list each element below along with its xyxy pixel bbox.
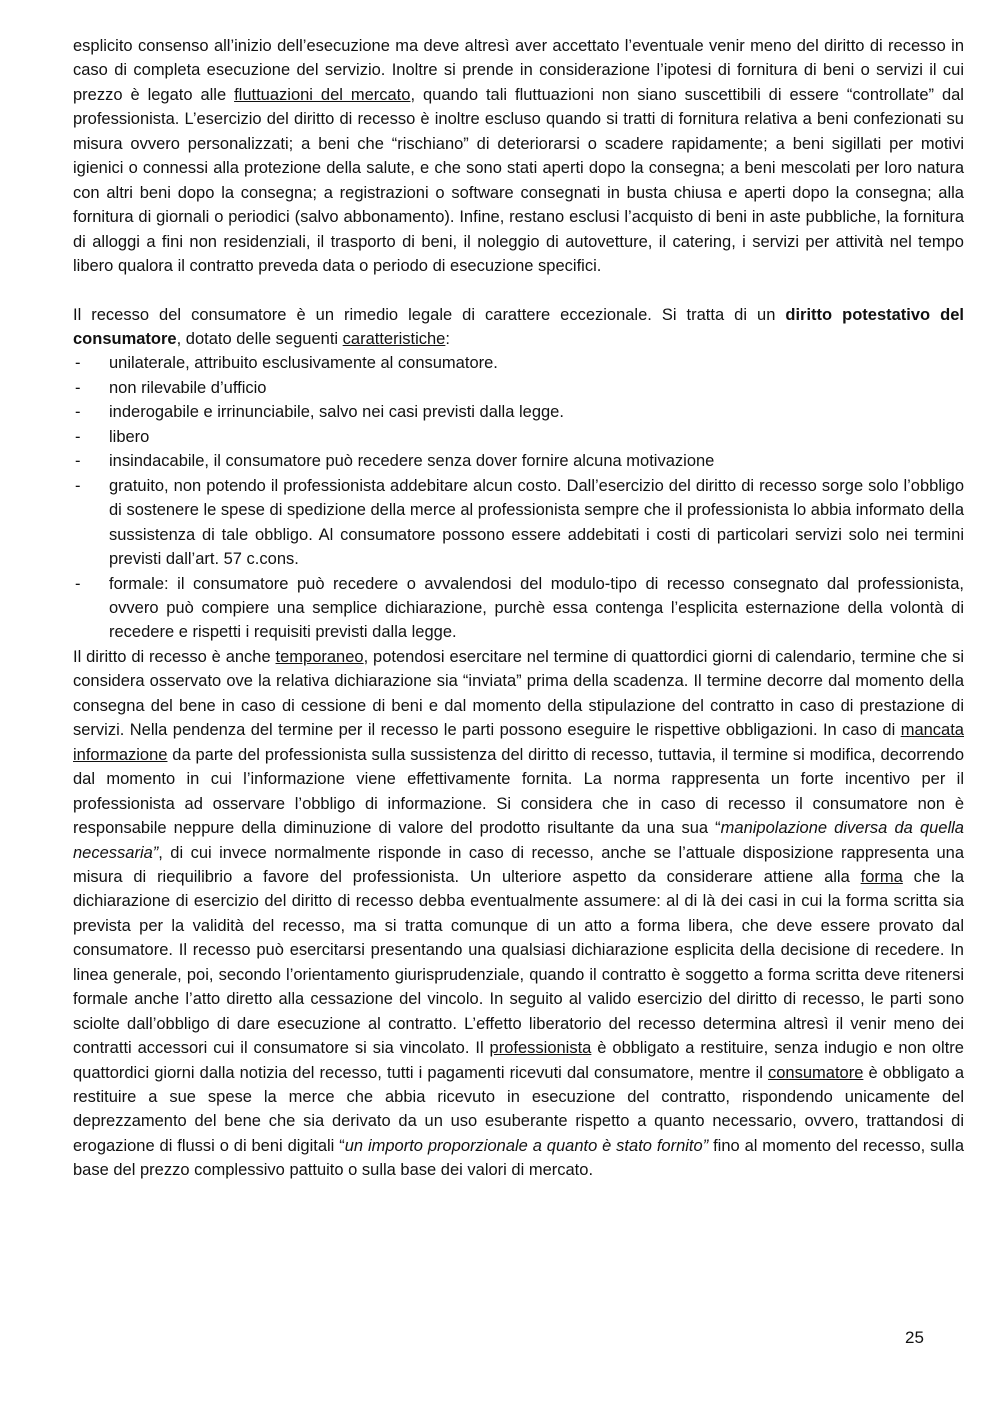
text-run: fino al momento del recesso, sulla base del prezzo complessivo pattuito o sulla base dei valori di mercato.	[73, 1136, 965, 1180]
underlined-term: mancata informazione	[73, 721, 964, 764]
text-run: è obbligato a restituire a sue spese la merce che abbia ricevuto in esecuzione del contratto, rispondendo unicamente del deprezzamento del bene che sia derivato da un uso esuberante rispetto a quanto necessario, ovvero, trattandosi di erogazione di flussi o di beni digitali “	[73, 1063, 965, 1155]
list-item: - libero	[73, 425, 964, 449]
paragraph-gap	[73, 279, 964, 303]
text-run: , di cui invece normalmente risponde in caso di recesso, anche se l’attuale disposizione rappresenta una misura di riequilibrio a favore del professionista. Un ulteriore aspetto da considerare attiene alla	[73, 843, 964, 886]
list-item: - insindacabile, il consumatore può recedere senza dover fornire alcuna motivazione	[73, 449, 964, 473]
paragraph-exclusions	[73, 34, 964, 279]
paragraph-temporaneo	[73, 645, 964, 1183]
text-run: , potendosi esercitare nel termine di quattordici giorni di calendario, termine che si considera osservato ove la relativa dichiarazione sia “inviata” prima della scadenza. Il termine decorre dal momento della consegna del bene in caso di cessione di beni e dal momento della stipulazione del contratto in caso di prestazione di servizi. Nella pendenza del termine per il recesso le parti possono eseguire le rispettive obbligazioni. In caso di	[73, 647, 964, 740]
list-item: - inderogabile e irrinunciabile, salvo nei casi previsti dalla legge.	[73, 400, 964, 424]
text-run: Il recesso del consumatore è un rimedio legale di carattere eccezionale. Si tratta di un	[73, 305, 786, 324]
underlined-term: professionista	[489, 1039, 592, 1058]
text-run: :	[445, 329, 450, 348]
text-run: , dotato delle seguenti	[176, 329, 343, 348]
italic-quote: un importo proporzionale a quanto è stato fornito”	[344, 1136, 709, 1155]
characteristics-list	[73, 351, 964, 644]
paragraph-recesso-intro	[73, 303, 964, 352]
text-run: Il diritto di recesso è anche	[73, 647, 276, 666]
bold-term: diritto potestativo del consumatore	[73, 305, 964, 348]
page-number: 25	[905, 1328, 924, 1347]
list-item: - gratuito, non potendo il professionista addebitare alcun costo. Dall’esercizio del diritto di recesso sorge solo l’obbligo di sostenere le spese di spedizione della merce al professionista sempre che il professionista lo abbia informato della sussistenza di tale obbligo. Al consumatore possono essere addebitati i costi di particolari servizi solo nei termini previsti dall’art. 57 c.cons.	[73, 474, 964, 572]
list-item: - formale: il consumatore può recedere o avvalendosi del modulo-tipo di recesso consegnato dal professionista, ovvero può compiere una semplice dichiarazione, purchè essa contenga l’esplicita esternazione della volontà di recedere e rispetti i requisiti previsti dalla legge.	[73, 572, 964, 645]
text-run: esplicito consenso all’inizio dell’esecuzione ma deve altresì aver accettato l’eventuale venir meno del diritto di recesso in caso di completa esecuzione del servizio. Inoltre si prende in considerazione l’ipotesi di fornitura di beni o servizi il cui prezzo è legato alle	[73, 37, 964, 104]
text-run: che la dichiarazione di esercizio del diritto di recesso debba eventualmente assumere: al di là dei casi in cui la forma scritta sia prevista per la validità del recesso, ma si tratta comunque di un atto a forma libera, che deve essere provato dal consumatore. Il recesso può esercitarsi presentando una qualsiasi dichiarazione esplicita della decisione di recedere. In linea generale, poi, secondo l’orientamento giurisprudenziale, quando il contratto è soggetto a forma scritta deve ritenersi formale anche l’atto diretto alla cessazione del vincolo. In seguito al valido esercizio del diritto di recesso, le parti sono sciolte dall’obbligo di dare esecuzione al contratto. L’effetto liberatorio del recesso determina altresì il venir meno dei contratti accessori cui il consumatore si sia vincolato. Il	[73, 867, 964, 1058]
text-run: , quando tali fluttuazioni non siano suscettibili di essere “controllate” dal professionista. L’esercizio del diritto di recesso è inoltre escluso quando si tratti di fornitura relativa a beni confezionati su misura ovvero personalizzati; a beni che “rischiano” di deteriorarsi o scadere rapidamente; a beni sigillati per motivi igienici o connessi alla protezione della salute, e che sono stati aperti dopo la consegna; a beni mescolati per loro natura con altri beni dopo la consegna; a registrazioni o software consegnati in busta chiusa e aperti dopo la consegna; alla fornitura di giornali o periodici (salvo abbonamento). Infine, restano esclusi l’acquisto di beni in aste pubbliche, la fornitura di alloggi a fini non residenziali, il trasporto di beni, il noleggio di autovetture, il catering, i servizi per attività nel tempo libero qualora il contratto preveda data o periodo di esecuzione specifici.	[73, 85, 964, 276]
italic-quote: manipolazione diversa da quella necessaria”	[73, 819, 964, 862]
document-page	[73, 34, 964, 1183]
text-run: è obbligato a restituire, senza indugio e non oltre quattordici giorni dalla notizia del recesso, tutti i pagamenti ricevuti dal consumatore, mentre il	[73, 1039, 964, 1082]
underlined-term: fluttuazioni del mercato	[234, 85, 411, 104]
list-item: - unilaterale, attribuito esclusivamente al consumatore.	[73, 351, 964, 375]
underlined-term: temporaneo	[275, 647, 364, 666]
list-item: - non rilevabile d’ufficio	[73, 376, 964, 400]
text-run: da parte del professionista sulla sussistenza del diritto di recesso, tuttavia, il termine si modifica, decorrendo dal momento in cui l’informazione viene effettivamente fornita. La norma rappresenta un forte incentivo per il professionista ad osservare l’obbligo di informazione. Si considera che in caso di recesso il consumatore non è responsabile neppure della diminuzione di valore del prodotto risultante da una sua “	[73, 745, 964, 838]
underlined-term: consumatore	[768, 1063, 864, 1082]
underlined-term: caratteristiche	[342, 329, 446, 348]
underlined-term: forma	[860, 867, 903, 886]
